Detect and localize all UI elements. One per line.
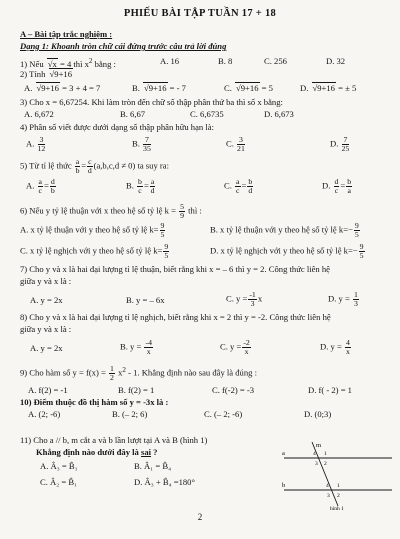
q10-option-d[interactable]: D. (0;3): [304, 409, 332, 419]
q4-option-a[interactable]: A. $\frac{3}{12}$: [26, 135, 46, 154]
form-1-text: Dạng 1: Khoanh tròn chữ cái đứng trước câu trả lời đúng: [20, 41, 227, 51]
q4-option-d[interactable]: D. $\frac{7}{25}$: [330, 135, 350, 154]
angle-b3: 3: [327, 493, 330, 499]
question-7-line-2: giữa y và x là :: [20, 276, 72, 286]
angle-b4: 4: [326, 483, 329, 489]
q3-option-d[interactable]: D. 6,673: [264, 109, 294, 119]
q1-option-d[interactable]: D. 32: [326, 56, 346, 66]
angle-a4: 4: [313, 451, 316, 457]
form-1-heading: [20, 42, 390, 52]
q5-option-b[interactable]: B. $\frac{b}{c}$ = $\frac{a}{d}$: [126, 177, 155, 196]
label-a: a: [282, 450, 285, 457]
question-8-line-1: 8) Cho y và x là hai đại lượng tỉ lệ nghịch, biết rằng khi x = 2 thì y = -2. Công thức liên hệ: [20, 312, 331, 322]
q4-option-b[interactable]: B. $\frac{7}{35}$: [132, 135, 151, 154]
q7-option-d[interactable]: D. y = $\frac{1}{3}$: [328, 290, 358, 309]
q3-option-a[interactable]: A. 6,672: [24, 109, 54, 119]
question-8-line-2: giữa y và x là :: [20, 324, 72, 334]
q5-option-d[interactable]: D. $\frac{d}{c}$ = $\frac{b}{a}$: [322, 177, 352, 196]
question-11-line-2: Khẳng định nào dưới đây là sai ?: [36, 447, 158, 457]
q9-option-c[interactable]: C. f(-2) = -3: [212, 385, 255, 395]
q3-option-c[interactable]: C. 6,6735: [190, 109, 224, 119]
angle-a1: 1: [324, 451, 327, 457]
question-10: 10) Điểm thuộc đồ thị hàm số y = -3x là :: [20, 397, 169, 407]
q6-option-d[interactable]: D. x tỷ lệ nghịch với y theo hệ số tỷ lệ k=− $\frac{9}{5}$: [210, 242, 364, 261]
q8-option-b[interactable]: B. y = $\frac{-4}{x}$: [120, 338, 152, 357]
q11-option-b[interactable]: B. Â₁ = B̂₄: [134, 461, 172, 471]
q2-option-c[interactable]: C. √ 9+16 = 5: [224, 84, 273, 94]
q7-option-b[interactable]: B. y = – 6x: [126, 295, 165, 305]
q6-option-b[interactable]: B. x tỷ lệ thuận với y theo hệ số tỷ lệ k=− $\frac{9}{5}$: [210, 221, 359, 240]
question-11-line-1: 11) Cho a // b, m cắt a và b lần lượt tại A và B (hình 1): [20, 435, 208, 445]
q9-option-d[interactable]: D. f( - 2) = 1: [308, 385, 352, 395]
question-6: 6) Nếu y tỷ lệ thuận với x theo hệ số tỷ lệ k = $\frac{5}{9}$ thì :: [20, 202, 202, 221]
worksheet-title: PHIẾU BÀI TẬP TUẦN 17 + 18: [123, 8, 277, 19]
q2-option-d[interactable]: D. √ 9+16 = ± 5: [300, 84, 356, 94]
figure-parallel-lines: [278, 440, 398, 512]
q5-option-c[interactable]: C. $\frac{a}{c}$ = $\frac{b}{d}$: [224, 177, 253, 196]
angle-a2: 2: [324, 461, 327, 467]
q6-option-a[interactable]: A. x tỷ lệ thuận với y theo hệ số tỷ lệ k= $\frac{9}{5}$: [20, 221, 165, 240]
q10-option-c[interactable]: C. (– 2; -6): [204, 409, 243, 419]
question-7-line-1: 7) Cho y và x là hai đại lượng tỉ lệ thuận, biết rằng khi x = – 6 thì y = 2. Công thức liên hệ: [20, 264, 330, 274]
angle-b2: 2: [337, 493, 340, 499]
question-3: 3) Cho x = 6,67254. Khi làm tròn đến chữ số thập phân thứ ba thì số x bằng:: [20, 97, 283, 107]
label-m: m: [316, 442, 322, 449]
q11-option-a[interactable]: A. Â₃ = B̂₁: [40, 461, 78, 471]
question-5: 5) Từ tỉ lệ thức $\frac{a}{b}$ = $\frac{c}{d}$ (a,b,c,d ≠ 0) ta suy ra:: [20, 157, 169, 176]
figure-caption: hình 1: [330, 506, 344, 512]
question-2: 2) Tính √ 9+16: [20, 70, 390, 80]
q2-option-a[interactable]: A. √ 9+16 = 3 + 4 = 7: [24, 84, 100, 94]
q9-option-a[interactable]: A. f(2) = -1: [28, 385, 68, 395]
section-a-heading: A – Bài tập trắc nghiệm :: [20, 29, 113, 39]
q8-option-a[interactable]: A. y = 2x: [30, 343, 63, 353]
q1-option-b[interactable]: B. 8: [218, 56, 233, 66]
question-9: 9) Cho hàm số y = f(x) = $\frac{1}{2}$ $x^2 - 1$. Khẳng định nào sau đây là đúng :: [20, 364, 257, 383]
question-1: 1) Nếu √ x = 4 thì $x^2$ bằng :: [20, 57, 390, 70]
q8-option-d[interactable]: D. y = $\frac{4}{x}$: [320, 338, 350, 357]
q2-option-b[interactable]: B. √ 9+16 = - 7: [132, 84, 186, 94]
q10-option-a[interactable]: A. (2; -6): [28, 409, 61, 419]
q1-option-a[interactable]: A. 16: [160, 56, 180, 66]
q1-option-c[interactable]: C. 256: [264, 56, 287, 66]
question-4: 4) Phân số viết được dưới dạng số thập phân hữu hạn là:: [20, 122, 214, 132]
q10-option-b[interactable]: B. (– 2; 6): [112, 409, 148, 419]
q4-option-c[interactable]: C. $\frac{3}{21}$: [226, 135, 245, 154]
q8-option-c[interactable]: C. y = $\frac{-2}{x}$: [220, 338, 250, 357]
q11-option-d[interactable]: D. Â₃ + B̂₄ =180°: [134, 477, 195, 487]
q6-option-c[interactable]: C. x tỷ lệ nghịch với y theo hệ số tỷ lệ k= $\frac{9}{5}$: [20, 242, 169, 261]
q7-option-a[interactable]: A. y = 2x: [30, 295, 63, 305]
angle-a3: 3: [315, 461, 318, 467]
label-b: b: [282, 482, 286, 489]
q7-option-c[interactable]: C. y = $\frac{-1}{3}$ x: [226, 290, 263, 309]
q11-option-c[interactable]: C. Â₂ = B̂₁: [40, 477, 78, 487]
q5-option-a[interactable]: A. $\frac{a}{c}$ = $\frac{d}{b}$: [26, 177, 55, 196]
angle-b1: 1: [337, 483, 340, 489]
q9-option-b[interactable]: B. f(2) = 1: [118, 385, 155, 395]
page-number: 2: [197, 512, 203, 522]
q3-option-b[interactable]: B. 6,67: [120, 109, 146, 119]
